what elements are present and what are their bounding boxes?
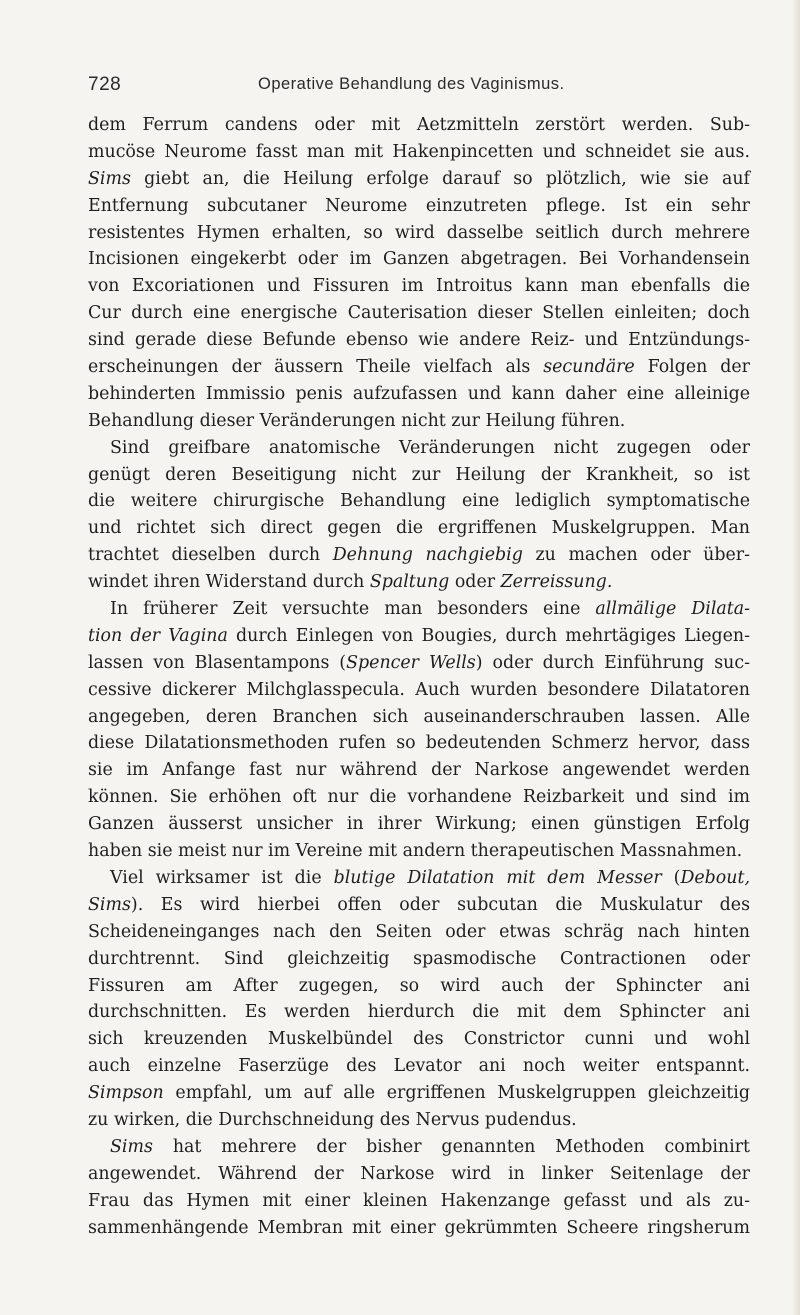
italic-text: Sims bbox=[88, 168, 131, 189]
text-segment: Cur durch eine energische Cauterisation dieser Stellen einleiten; doch bbox=[88, 303, 750, 324]
text-segment: Sind greifbare anatomische Veränderungen nicht zugegen oder bbox=[110, 437, 750, 458]
text-line bbox=[88, 704, 750, 731]
italic-text: allmälige Dilata- bbox=[595, 599, 750, 620]
text-line bbox=[88, 488, 750, 515]
text-line bbox=[88, 730, 750, 757]
text-line bbox=[88, 865, 750, 892]
text-segment: ). Es wird hierbei offen oder subcutan die Muskulatur des bbox=[130, 894, 750, 915]
text-line bbox=[88, 1215, 750, 1242]
text-segment: diese Dilatationsmethoden rufen so bedeutenden Schmerz hervor, dass bbox=[88, 733, 750, 754]
text-line bbox=[88, 1188, 750, 1215]
text-segment: zu wirken, die Durchschneidung des Nervus pudendus. bbox=[88, 1109, 577, 1130]
text-segment: lassen von Blasentampons ( bbox=[88, 652, 347, 673]
text-line bbox=[88, 435, 750, 462]
italic-text: Spencer Wells bbox=[346, 652, 476, 673]
running-title: Operative Behandlung des Vaginismus. bbox=[258, 75, 565, 93]
text-segment: Viel wirksamer ist die bbox=[110, 867, 334, 888]
text-segment: Ganzen äusserst unsicher in ihrer Wirkung; einen günstigen Erfolg bbox=[88, 814, 750, 835]
text-segment: sind gerade diese Befunde ebenso wie andere Reiz- und Entzündungs- bbox=[88, 330, 750, 351]
text-line bbox=[88, 462, 750, 489]
text-segment: trachtet dieselben durch bbox=[88, 545, 333, 566]
text-segment: windet ihren Widerstand durch bbox=[88, 572, 370, 593]
text-segment: ( bbox=[661, 867, 681, 888]
text-segment: giebt an, die Heilung erfolge darauf so plötzlich, wie sie auf bbox=[130, 168, 750, 189]
text-segment: Frau das Hymen mit einer kleinen Hakenzange gefasst und als zu- bbox=[88, 1190, 750, 1211]
text-segment: und richtet sich direct gegen die ergriffenen Muskelgruppen. Man bbox=[88, 518, 750, 539]
text-segment: empfahl, um auf alle ergriffenen Muskelgruppen gleichzeitig bbox=[163, 1083, 750, 1104]
text-segment: behinderten Immissio penis aufzufassen und kann daher eine alleinige bbox=[88, 383, 750, 404]
text-line bbox=[88, 246, 750, 273]
text-line bbox=[88, 1134, 750, 1161]
text-segment: sich kreuzenden Muskelbündel des Constrictor cunni und wohl bbox=[88, 1029, 750, 1050]
text-segment: von Excoriationen und Fissuren im Introitus kann man ebenfalls die bbox=[88, 276, 750, 297]
text-line bbox=[88, 112, 750, 139]
text-segment: erscheinungen der äussern Theile vielfach als bbox=[88, 357, 544, 378]
text-segment: auch einzelne Faserzüge des Levator ani noch weiter entspannt. bbox=[88, 1056, 750, 1077]
body-text bbox=[88, 112, 750, 1241]
text-segment: Incisionen eingekerbt oder im Ganzen abgetragen. Bei Vorhandensein bbox=[88, 249, 750, 270]
text-line bbox=[88, 542, 750, 569]
italic-text: secundäre bbox=[543, 357, 635, 378]
text-segment: sie im Anfange fast nur während der Narkose angewendet werden bbox=[88, 760, 750, 781]
text-line bbox=[88, 381, 750, 408]
text-line bbox=[88, 1026, 750, 1053]
text-segment: dem Ferrum candens oder mit Aetzmitteln zerstört werden. Sub- bbox=[88, 115, 750, 135]
text-line bbox=[88, 946, 750, 973]
text-line bbox=[88, 300, 750, 327]
italic-text: blutige Dilatation mit dem Messer bbox=[333, 867, 662, 888]
text-segment: Entfernung subcutaner Neurome einzutreten pflege. Ist ein sehr bbox=[88, 195, 750, 216]
text-segment: Folgen der bbox=[634, 357, 750, 378]
text-segment: hat mehrere der bisher genannten Methoden combinirt bbox=[152, 1136, 750, 1157]
italic-text: Sims bbox=[88, 894, 131, 915]
text-line bbox=[88, 1053, 750, 1080]
text-line bbox=[88, 273, 750, 300]
text-line bbox=[88, 677, 750, 704]
text-segment: können. Sie erhöhen oft nur die vorhandene Reizbarkeit und sind im bbox=[88, 787, 750, 808]
text-segment: oder bbox=[449, 572, 501, 593]
text-segment: sammenhängende Membran mit einer gekrümmten Scheere ringsherum bbox=[88, 1217, 750, 1238]
text-segment: durch Einlegen von Bougies, durch mehrtägiges Liegen- bbox=[227, 625, 750, 646]
italic-text: Sims bbox=[110, 1136, 153, 1157]
text-line bbox=[88, 596, 750, 623]
text-segment: genügt deren Beseitigung nicht zur Heilung der Krankheit, so ist bbox=[88, 464, 750, 485]
text-line bbox=[88, 999, 750, 1026]
text-segment: Behandlung dieser Veränderungen nicht zur Heilung führen. bbox=[88, 410, 626, 431]
italic-text: tion der Vagina bbox=[88, 625, 228, 646]
text-line bbox=[88, 354, 750, 381]
text-line bbox=[88, 650, 750, 677]
text-line bbox=[88, 139, 750, 166]
text-line bbox=[88, 327, 750, 354]
italic-text: Zerreissung. bbox=[500, 572, 613, 593]
text-line bbox=[88, 515, 750, 542]
text-line bbox=[88, 784, 750, 811]
text-line bbox=[88, 811, 750, 838]
text-segment: angewendet. Während der Narkose wird in linker Seitenlage der bbox=[88, 1163, 750, 1184]
text-line bbox=[88, 757, 750, 784]
text-segment: resistentes Hymen erhalten, so wird dasselbe seitlich durch mehrere bbox=[88, 222, 750, 243]
text-segment: die weitere chirurgische Behandlung eine lediglich symptomatische bbox=[88, 491, 750, 512]
text-line bbox=[88, 1080, 750, 1107]
text-line bbox=[88, 919, 750, 946]
text-segment: In früherer Zeit versuchte man besonders eine bbox=[110, 599, 596, 620]
text-segment: mucöse Neurome fasst man mit Hakenpincetten und schneidet sie aus. bbox=[88, 141, 750, 162]
text-line bbox=[88, 193, 750, 220]
italic-text: Dehnung nachgiebig bbox=[332, 545, 523, 566]
text-line bbox=[88, 1107, 750, 1134]
text-segment: durchschnitten. Es werden hierdurch die mit dem Sphincter ani bbox=[88, 1002, 750, 1023]
page-number: 728 bbox=[88, 74, 122, 95]
italic-text: Simpson bbox=[88, 1083, 164, 1104]
text-line bbox=[88, 1161, 750, 1188]
running-header bbox=[88, 74, 748, 102]
page-edge-shadow bbox=[792, 0, 800, 1315]
text-line bbox=[88, 892, 750, 919]
text-line bbox=[88, 166, 750, 193]
text-line bbox=[88, 569, 750, 596]
italic-text: Debout, bbox=[680, 867, 750, 888]
text-segment: Fissuren am After zugegen, so wird auch der Sphincter ani bbox=[88, 975, 750, 996]
text-segment: cessive dickerer Milchglasspecula. Auch wurden besondere Dilatatoren bbox=[88, 679, 750, 700]
text-segment: haben sie meist nur im Vereine mit andern therapeutischen Massnahmen. bbox=[88, 841, 743, 862]
text-segment: durchtrennt. Sind gleichzeitig spasmodische Contractionen oder bbox=[88, 948, 750, 969]
text-line bbox=[88, 973, 750, 1000]
text-segment: Scheideneinganges nach den Seiten oder etwas schräg nach hinten bbox=[88, 921, 750, 942]
text-segment: zu machen oder über- bbox=[522, 545, 750, 566]
italic-text: Spaltung bbox=[369, 572, 450, 593]
text-line bbox=[88, 623, 750, 650]
text-segment: ) oder durch Einführung suc- bbox=[475, 652, 751, 673]
text-line bbox=[88, 408, 750, 435]
text-segment: angegeben, deren Branchen sich auseinanderschrauben lassen. Alle bbox=[88, 706, 750, 727]
text-line bbox=[88, 838, 750, 865]
text-line bbox=[88, 220, 750, 247]
